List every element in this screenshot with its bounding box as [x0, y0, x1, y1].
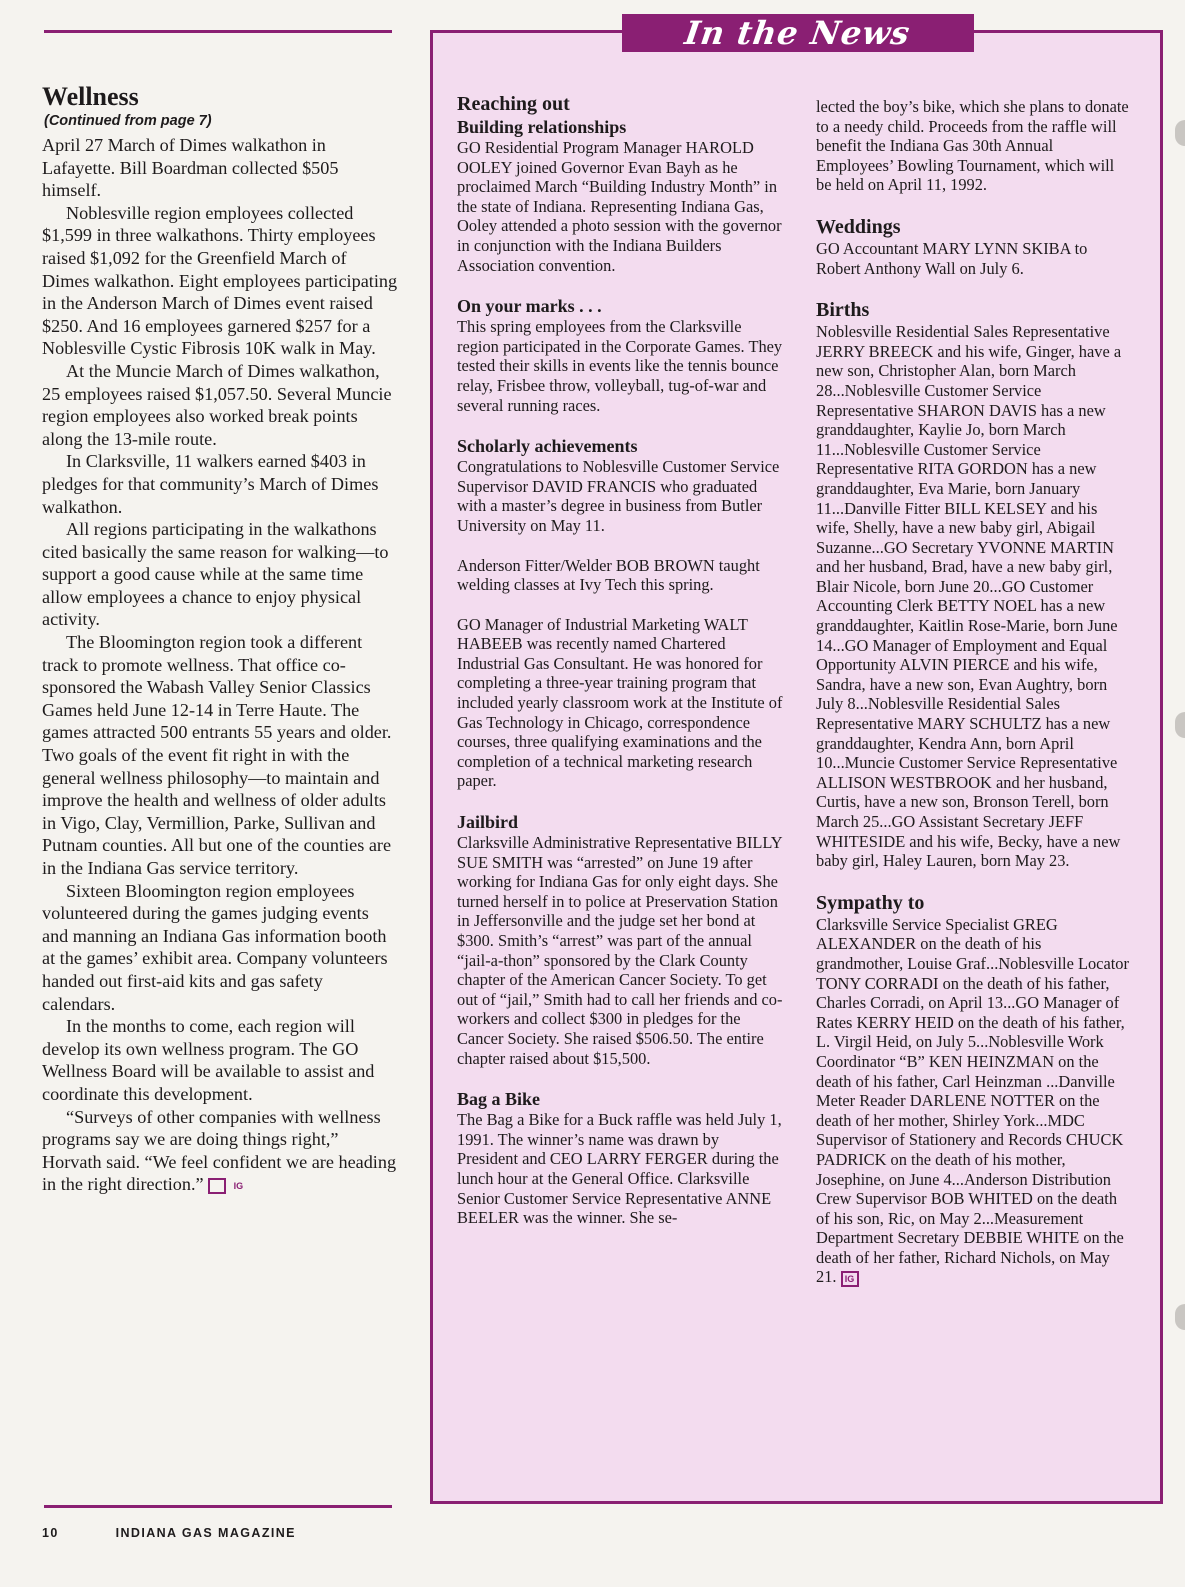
binding-hole-mark — [1175, 1304, 1185, 1330]
section-text: Anderson Fitter/Welder BOB BROWN taught welding classes at Ivy Tech this spring. — [457, 555, 760, 595]
paragraph: In the months to come, each region will develop its own wellness program. The GO Wellness Board will be available to assist and coordinate this development. — [42, 1016, 375, 1104]
section-text: lected the boy’s bike, which she plans to donate to a needy child. Proceeds from the raffle will benefit the Indiana Gas 30th Annual Employees’ Bowling Tournament, which will be held on April 11, 1992. — [816, 97, 1129, 195]
top-rule — [44, 30, 392, 33]
section-subtitle: Building relationships — [457, 117, 627, 137]
section-text: GO Manager of Industrial Marketing WALT HABEEB was recently named Chartered Industrial Gas Consultant. He was honored for completing a three-year training program that included yearly classroom work at the Institute of Gas Technology in Chicago, correspondence courses, three qualifying examinations and the completion of a technical marketing research paper. — [457, 614, 783, 791]
paragraph: All regions participating in the walkathons cited basically the same reason for walking—to support a good cause while at the same time allow employees a chance to enjoy physical activity. — [42, 519, 389, 630]
section-title-on-your-marks: On your marks . . . — [457, 296, 602, 317]
section-text: The Bag a Bike for a Buck raffle was held July 1, 1991. The winner’s name was drawn by President and CEO LARRY FERGER during the lunch hour at the General Office. Clarksville Senior Customer Service Representative ANNE BEELER was the winner. She se- — [457, 1110, 782, 1228]
section-title-sympathy: Sympathy to — [816, 891, 925, 914]
section-title-births: Births — [816, 299, 870, 322]
article-title: Wellness — [42, 82, 139, 111]
bottom-rule — [44, 1505, 392, 1508]
section-title-scholarly: Scholarly achievements — [457, 436, 638, 457]
section-text: Clarksville Administrative Representative BILLY SUE SMITH was “arrested” on June 19 after working for Indiana Gas for only eight days. She turned herself in to police at Preservation Station in Jeffersonville and the judge set her bond at $300. Smith’s “arrest” was part of the annual “jail-a-thon” sponsored by the Clark County chapter of the American Cancer Society. To get out of “jail,” Smith had to call her friends and co-workers and collect $300 in pledges for the Cancer Society. She raised $506.50. The entire chapter raised about $15,500. — [457, 833, 783, 1068]
news-column-2 — [816, 97, 1132, 1287]
paragraph-text: “Surveys of other companies with wellness programs say we are doing things right,” Horvath said. “We feel confident we are heading in the right direction.” — [42, 1106, 397, 1195]
banner-title: In the News — [682, 14, 914, 52]
binding-hole-mark — [1175, 120, 1185, 146]
magazine-name: INDIANA GAS MAGAZINE — [115, 1526, 296, 1540]
page-footer — [42, 1526, 296, 1540]
section-title-reaching-out: Reaching out — [457, 93, 570, 115]
page-number: 10 — [42, 1526, 59, 1540]
ig-logo-icon: IG — [208, 1178, 226, 1194]
section-title-weddings: Weddings — [816, 215, 901, 238]
section-text: Noblesville Residential Sales Representative JERRY BREECK and his wife, Ginger, have a new son, Christopher Alan, born March 28...Noblesville Customer Service Representative SHARON DAVIS has a new granddaughter, Kaylie Jo, born March 11...Noblesville Customer Service Representative RITA GORDON has a new granddaughter, Eva Marie, born January 11...Danville Fitter BILL KELSEY and his wife, Shelly, have a new baby girl, Abigail Suzanne...GO Secretary YVONNE MARTIN and her husband, Brad, have a new baby girl, Blair Nicole, born June 20...GO Customer Accounting Clerk BETTY NOEL has a new granddaughter, Kaitlin Rose-Marie, born June 14...GO Manager of Employment and Equal Opportunity ALVIN PIERCE and his wife, Sandra, have a new son, Evan Aughtry, born July 8...Noblesville Residential Sales Representative MARY SCHULTZ has a new granddaughter, Kendra Ann, born April 10...Muncie Customer Service Representative ALLISON WESTBROOK and her husband, Curtis, have a new son, Bronson Terell, born March 25...GO Assistant Secretary JEFF WHITESIDE and his wife, Becky, have a new baby girl, Haley Lauren, born May 23. — [816, 322, 1122, 871]
paragraph: In Clarksville, 11 walkers earned $403 in pledges for that community’s March of Dimes walkathon. — [42, 451, 379, 517]
ig-logo-icon: IG — [841, 1271, 859, 1287]
binding-hole-mark — [1175, 712, 1185, 738]
paragraph: At the Muncie March of Dimes walkathon, 25 employees raised $1,057.50. Several Muncie region employees also worked break points along the 13-mile route. — [42, 360, 392, 449]
paragraph: Sixteen Bloomington region employees volunteered during the games judging events and manning an Indiana Gas information booth at the games’ exhibit area. Company volunteers handed out first-aid kits and gas safety calendars. — [42, 880, 388, 1014]
paragraph: Noblesville region employees collected $1,599 in three walkathons. Thirty employees raised $1,092 for the Greenfield March of Dimes walkathon. Eight employees participating in the Anderson March of Dimes event raised $250. And 16 employees garnered $257 for a Noblesville Cystic Fibrosis 10K walk in May. — [42, 202, 398, 359]
continued-note: (Continued from page 7) — [44, 113, 212, 129]
section-text: Congratulations to Noblesville Customer Service Supervisor DAVID FRANCIS who graduated with a master’s degree in business from Butler University on May 11. — [457, 457, 780, 535]
paragraph — [42, 1106, 398, 1196]
section-title-bag-a-bike: Bag a Bike — [457, 1089, 541, 1110]
section-text — [816, 915, 1132, 1287]
paragraph: The Bloomington region took a different track to promote wellness. That office co-sponsored the Wabash Valley Senior Classics Games held June 12-14 in Terre Haute. The games attracted 500 entrants 55 years and older. Two goals of the event fit right in with the general wellness philosophy—to maintain and improve the health and wellness of older adults in Vigo, Clay, Vermillion, Parke, Sullivan and Putnam counties. All but one of the counties are in the Indiana Gas service territory. — [42, 632, 392, 878]
in-the-news-banner — [622, 14, 974, 52]
section-title-jailbird: Jailbird — [457, 812, 519, 833]
section-text: GO Residential Program Manager HAROLD OOLEY joined Governor Evan Bayh as he proclaimed March “Building Industry Month” in the state of Indiana. Representing Indiana Gas, Ooley attended a photo session with the governor in conjunction with the Indiana Builders Association convention. — [457, 138, 782, 275]
wellness-article — [42, 82, 398, 1196]
section-text: This spring employees from the Clarksville region participated in the Corporate Games. They tested their skills in events like the tennis bounce relay, Frisbee throw, volleyball, tug-of-war and several running races. — [457, 317, 783, 415]
section-text: GO Accountant MARY LYNN SKIBA to Robert Anthony Wall on July 6. — [816, 238, 1088, 278]
sympathy-text: Clarksville Service Specialist GREG ALEXANDER on the death of his grandmother, Louise Graf...Noblesville Locator TONY CORRADI on the death of his father, Charles Corradi, on April 13...GO Manager of Rates KERRY HEID on the death of his father, L. Virgil Heid, on July 5...Noblesville Work Coordinator “B” KEN HEINZMAN on the death of his father, Carl Heinzman ...Danville Meter Reader DARLENE NOTTER on the death of her mother, Shirley York...MDC Supervisor of Stationery and Records CHUCK PADRICK on the death of his mother, Josephine, on June 4...Anderson Distribution Crew Supervisor BOB WHITED on the death of his son, Ric, on May 2...Measurement Department Secretary DEBBIE WHITE on the death of her father, Richard Nichols, on May 21. — [816, 914, 1129, 1287]
news-column-1 — [457, 92, 783, 1228]
paragraph: April 27 March of Dimes walkathon in Lafayette. Bill Boardman collected $505 himself. — [42, 135, 339, 201]
